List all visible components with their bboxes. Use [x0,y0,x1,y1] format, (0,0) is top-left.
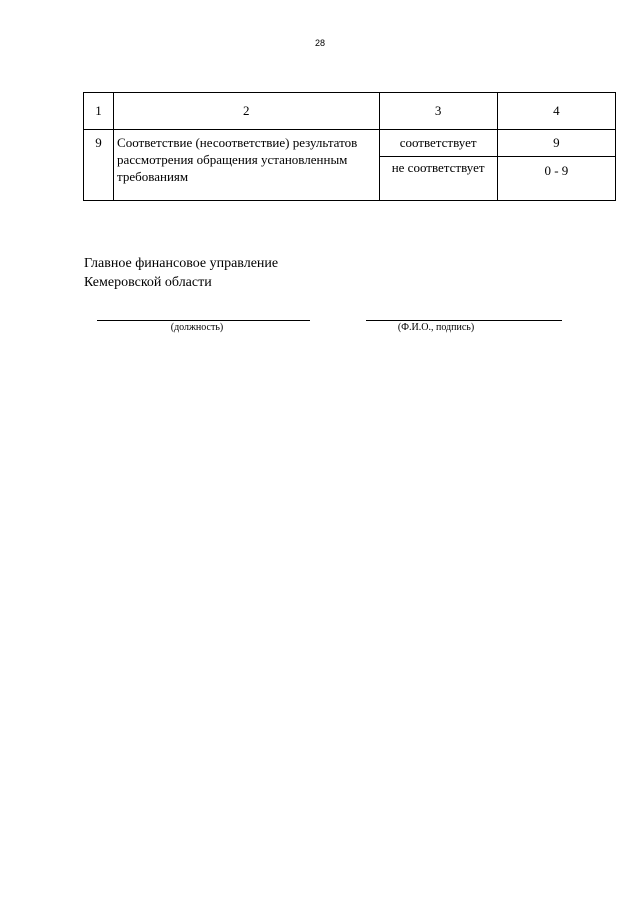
option-label-compliant: соответствует [379,130,497,157]
position-caption: (должность) [170,322,224,333]
table-row [84,130,616,157]
name-signature-line [366,320,562,321]
evaluation-table [83,92,616,201]
option-label-noncompliant: не соответствует [379,157,497,201]
organization-block [84,254,278,292]
row-number: 9 [84,130,114,201]
option-score-noncompliant: 0 - 9 [497,157,615,201]
header-cell-2: 2 [114,93,379,130]
option-score-compliant: 9 [497,130,615,157]
page-number: 28 [314,38,325,48]
table-header-row [84,93,616,130]
position-signature-line [97,320,310,321]
criterion-text: Соответствие (несоответствие) результатов рассмотрения обращения установленным требованиям [114,130,379,201]
organization-line-2: Кемеровской области [84,275,212,290]
header-cell-4: 4 [497,93,615,130]
name-caption: (Ф.И.О., подпись) [397,322,475,333]
header-cell-3: 3 [379,93,497,130]
organization-line-1: Главное финансовое управление [84,256,279,271]
header-cell-1: 1 [84,93,114,130]
